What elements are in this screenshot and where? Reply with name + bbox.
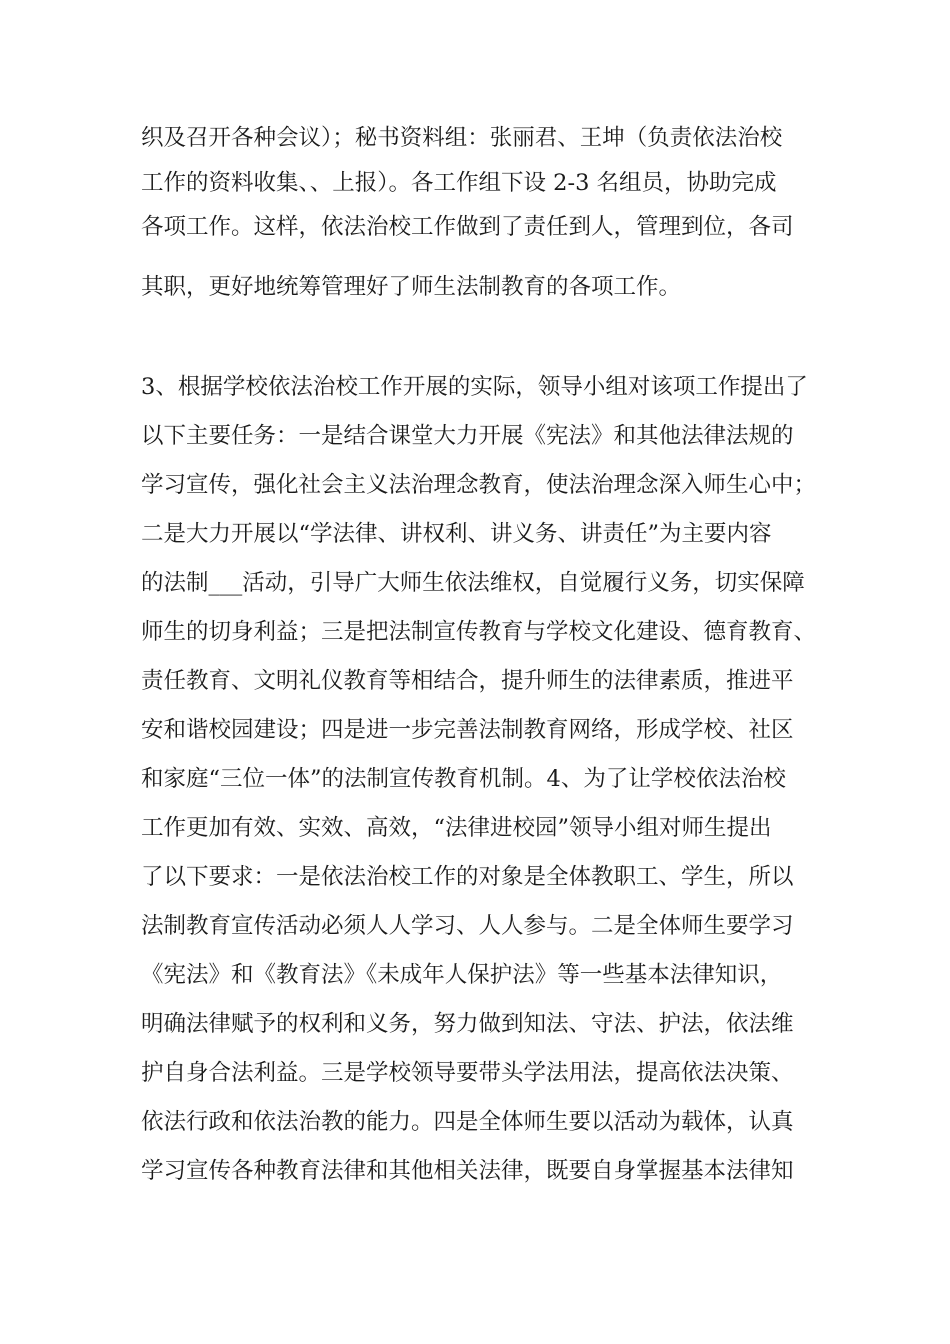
text-line: 工作的资料收集、、上报）。各工作组下设 2-3 名组员，协助完成 bbox=[141, 170, 777, 196]
text-line: 了以下要求：一是依法治校工作的对象是全体教职工、学生，所以 bbox=[141, 864, 794, 890]
text-line: 《宪法》和《教育法》《未成年人保护法》等一些基本法律知识， bbox=[141, 962, 783, 988]
text-line: 安和谐校园建设；四是进一步完善法制教育网络，形成学校、社区 bbox=[141, 717, 794, 743]
text-line: 明确法律赋予的权利和义务，努力做到知法、守法、护法，依法维 bbox=[141, 1011, 794, 1037]
text-line: 学习宣传，强化社会主义法治理念教育，使法治理念深入师生心中； bbox=[141, 472, 817, 498]
text-line: 和家庭“三位一体”的法制宣传教育机制。4、为了让学校依法治校 bbox=[141, 766, 786, 792]
text-line: 学习宣传各种教育法律和其他相关法律，既要自身掌握基本法律知 bbox=[141, 1158, 794, 1184]
text-line: 责任教育、文明礼仪教育等相结合，提升师生的法律素质，推进平 bbox=[141, 668, 794, 694]
text-line: 法制教育宣传活动必须人人学习、人人参与。二是全体师生要学习 bbox=[141, 913, 794, 939]
text-line: 各项工作。这样，依法治校工作做到了责任到人，管理到位，各司 bbox=[141, 214, 794, 240]
text-line: 的法制___活动，引导广大师生依法维权，自觉履行义务，切实保障 bbox=[141, 570, 805, 596]
text-line: 以下主要任务：一是结合课堂大力开展《宪法》和其他法律法规的 bbox=[141, 423, 794, 449]
text-line: 其职，更好地统筹管理好了师生法制教育的各项工作。 bbox=[141, 274, 682, 300]
text-line: 依法行政和依法治教的能力。四是全体师生要以活动为载体，认真 bbox=[141, 1109, 794, 1135]
text-line: 师生的切身利益；三是把法制宣传教育与学校文化建设、德育教育、 bbox=[141, 619, 817, 645]
text-line: 二是大力开展以“学法律、讲权利、讲义务、讲责任”为主要内容 bbox=[141, 521, 772, 547]
text-line: 3、根据学校依法治校工作开展的实际，领导小组对该项工作提出了 bbox=[141, 374, 808, 400]
text-line: 护自身合法利益。三是学校领导要带头学法用法，提高依法决策、 bbox=[141, 1060, 794, 1086]
text-line: 工作更加有效、实效、高效，“法律进校园”领导小组对师生提出 bbox=[141, 815, 772, 841]
text-line: 织及召开各种会议）；秘书资料组：张丽君、王坤（负责依法治校 bbox=[141, 125, 783, 151]
